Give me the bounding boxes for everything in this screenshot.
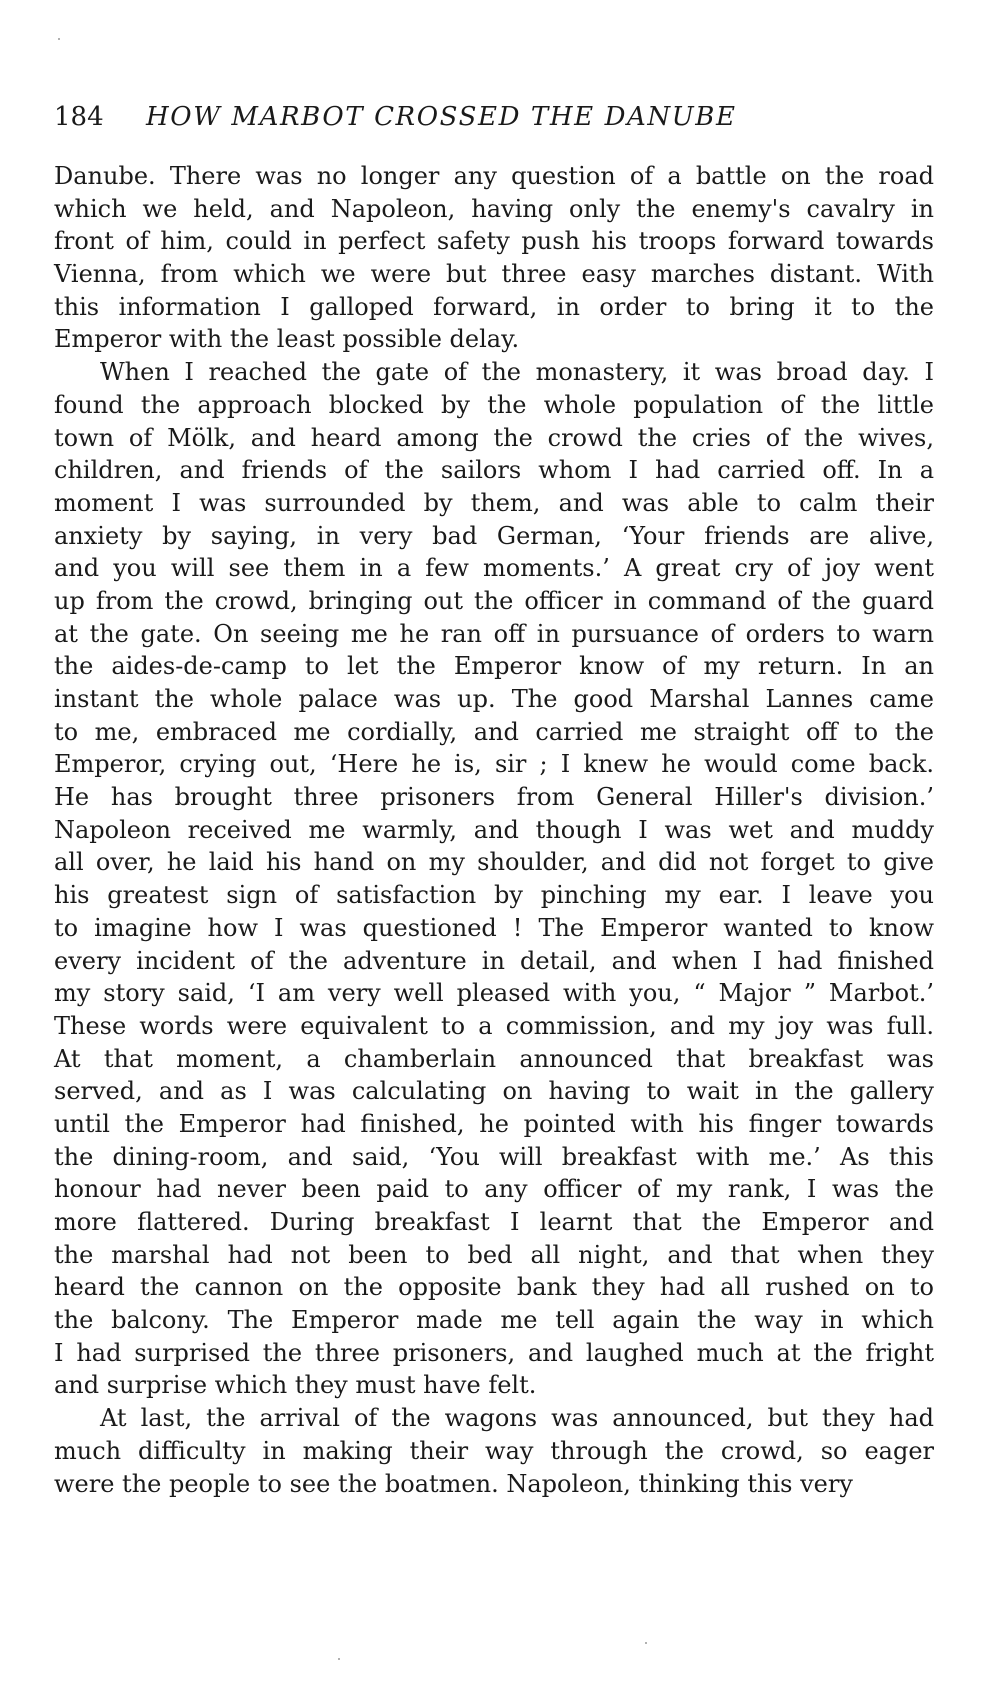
text-line: at the gate. On seeing me he ran off in pursuance of orders to warn [54,619,934,648]
paper-speck [58,38,60,40]
text-line: and surprise which they must have felt. [54,1371,537,1400]
text-line: served, and as I was calculating on having to wait in the gallery [54,1077,934,1106]
paragraph [54,1402,934,1500]
text-line: were the people to see the boatmen. Napoleon, thinking this very [54,1469,853,1498]
text-line: Danube. There was no longer any question of a battle on the road [54,162,934,190]
text-line: moment I was surrounded by them, and was able to calm their [54,488,934,517]
text-line: his greatest sign of satisfaction by pinching my ear. I leave you [54,881,934,910]
paper-speck [645,1642,647,1644]
text-line: He has brought three prisoners from General Hiller's division.’ [54,783,934,812]
running-title: HOW MARBOT CROSSED THE DANUBE [146,102,737,132]
text-line: the aides-de-camp to let the Emperor know of my return. In an [54,652,934,681]
text-line: Napoleon received me warmly, and though I was wet and muddy [54,815,934,844]
text-line: more flattered. During breakfast I learnt that the Emperor and [54,1208,934,1236]
text-line: to imagine how I was questioned ! The Emperor wanted to know [54,913,934,942]
running-header [54,102,934,132]
text-line: found the approach blocked by the whole population of the little [54,390,934,419]
body-text [54,160,934,1500]
text-line: Emperor, crying out, ‘Here he is, sir ; I knew he would come back. [54,750,934,779]
text-line: Vienna, from which we were but three easy marches distant. With [54,260,934,289]
paragraph [54,160,934,356]
text-line: children, and friends of the sailors whom I had carried off. In a [54,456,934,485]
text-line: instant the whole palace was up. The good Marshal Lannes came [54,685,934,713]
text-line: the balcony. The Emperor made me tell again the way in which [54,1306,934,1335]
text-line: Emperor with the least possible delay. [54,325,520,354]
text-line: I had surprised the three prisoners, and laughed much at the fright [54,1338,934,1367]
text-line: all over, he laid his hand on my shoulder, and did not forget to give [54,848,934,877]
text-line: up from the crowd, bringing out the officer in command of the guard [54,586,934,615]
text-line: honour had never been paid to any officer of my rank, I was the [54,1175,934,1204]
text-line: and you will see them in a few moments.’ A great cry of joy went [54,554,934,583]
text-line: which we held, and Napoleon, having only the enemy's cavalry in [54,194,934,223]
text-line: anxiety by saying, in very bad German, ‘Your friends are alive, [54,521,934,550]
text-line: At that moment, a chamberlain announced that breakfast was [54,1044,934,1073]
text-line: the marshal had not been to bed all night, and that when they [54,1240,934,1269]
text-line: every incident of the adventure in detail, and when I had finished [54,946,934,975]
text-line: front of him, could in perfect safety push his troops forward towards [54,227,934,256]
paper-speck [338,1658,340,1660]
text-line: until the Emperor had finished, he pointed with his finger towards [54,1109,934,1138]
paragraph [54,356,934,1402]
text-line: to me, embraced me cordially, and carried me straight off to the [54,717,934,746]
page-number: 184 [54,102,104,132]
text-line: At last, the arrival of the wagons was announced, but they had [100,1404,934,1433]
text-line: heard the cannon on the opposite bank they had all rushed on to [54,1273,934,1302]
text-line: town of Mölk, and heard among the crowd the cries of the wives, [54,423,934,452]
text-line: my story said, ‘I am very well pleased with you, “ Major ” Marbot.’ [54,979,934,1008]
text-line: the dining-room, and said, ‘You will breakfast with me.’ As this [54,1142,934,1171]
text-line: When I reached the gate of the monastery, it was broad day. I [100,358,934,387]
text-line: These words were equivalent to a commission, and my joy was full. [54,1011,934,1040]
text-line: much difficulty in making their way through the crowd, so eager [54,1436,934,1465]
text-line: this information I galloped forward, in order to bring it to the [54,292,934,321]
